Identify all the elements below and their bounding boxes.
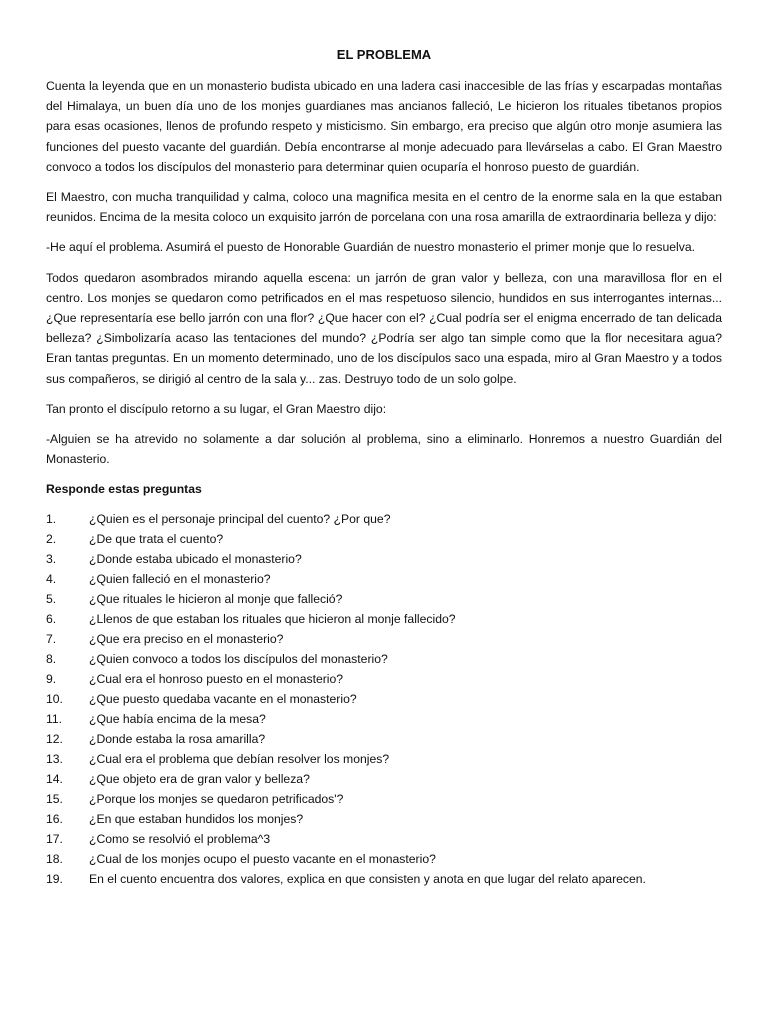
- question-text: ¿Cual de los monjes ocupo el puesto vacante en el monasterio?: [89, 852, 436, 867]
- question-item: [46, 789, 722, 809]
- question-item: [46, 749, 722, 769]
- question-number: 18.: [46, 852, 63, 867]
- paragraph-legend: Cuenta la leyenda que en un monasterio budista ubicado en una ladera casi inaccesible de las frías y escarpadas montañas del Himalaya, un buen día uno de los monjes guardianes mas ancianos falleció, Le hicieron los rituales tibetanos propios para esas ocasiones, llenos de profundo respeto y misticismo. Sin embargo, era preciso que algún otro monje asumiera las funciones del puesto vacante del guardián. Debía encontrarse al monje adecuado para llevárselas a cabo. El Gran Maestro convoco a todos los discípulos del monasterio para determinar quien ocuparía el honroso puesto de guardián.: [46, 79, 722, 174]
- question-number: 10.: [46, 692, 63, 707]
- question-item: [46, 509, 722, 529]
- question-item: [46, 849, 722, 869]
- question-number: 7.: [46, 632, 57, 647]
- question-text: ¿Quien convoco a todos los discípulos del monasterio?: [89, 652, 388, 667]
- question-text: ¿Quien es el personaje principal del cuento? ¿Por que?: [89, 512, 391, 527]
- question-text: ¿Que rituales le hicieron al monje que falleció?: [89, 592, 343, 607]
- question-number: 1.: [46, 512, 57, 527]
- question-item: [46, 769, 722, 789]
- question-number: 3.: [46, 552, 57, 567]
- question-text: ¿Cual era el honroso puesto en el monasterio?: [89, 672, 344, 687]
- question-number: 2.: [46, 532, 57, 547]
- question-text: ¿Como se resolvió el problema^3: [89, 832, 271, 847]
- questions-list: [46, 509, 722, 889]
- paragraph-problem: -He aquí el problema. Asumirá el puesto de Honorable Guardián de nuestro monasterio el primer monje que lo resuelva.: [46, 240, 696, 255]
- question-item: [46, 709, 722, 729]
- question-item: [46, 809, 722, 829]
- question-item: [46, 829, 722, 849]
- question-item: [46, 729, 722, 749]
- question-item: [46, 609, 722, 629]
- question-text: ¿Quien falleció en el monasterio?: [89, 572, 271, 587]
- question-number: 6.: [46, 612, 57, 627]
- question-text: ¿Que había encima de la mesa?: [89, 712, 266, 727]
- questions-heading: Responde estas preguntas: [46, 482, 202, 497]
- question-text: ¿Cual era el problema que debían resolver los monjes?: [89, 752, 390, 767]
- question-item: [46, 869, 722, 889]
- question-text: ¿Que era preciso en el monasterio?: [89, 632, 284, 647]
- question-text: ¿En que estaban hundidos los monjes?: [89, 812, 304, 827]
- question-number: 9.: [46, 672, 57, 687]
- question-text: ¿Que puesto quedaba vacante en el monasterio?: [89, 692, 357, 707]
- question-number: 4.: [46, 572, 57, 587]
- question-number: 12.: [46, 732, 63, 747]
- paragraph-master: El Maestro, con mucha tranquilidad y calma, coloco una magnifica mesita en el centro de la enorme sala en la que estaban reunidos. Encima de la mesita coloco un exquisito jarrón de porcelana con una rosa amarilla de extraordinaria belleza y dijo:: [46, 190, 722, 225]
- question-text: ¿Donde estaba ubicado el monasterio?: [89, 552, 302, 567]
- question-number: 13.: [46, 752, 63, 767]
- question-text: ¿Que objeto era de gran valor y belleza?: [89, 772, 310, 787]
- document-title: EL PROBLEMA: [336, 47, 432, 62]
- question-item: [46, 649, 722, 669]
- paragraph-monks: Todos quedaron asombrados mirando aquella escena: un jarrón de gran valor y belleza, con una maravillosa flor en el centro. Los monjes se quedaron como petrificados en el mas respetuoso silencio, hundidos en sus interrogantes internas... ¿Que representaría ese bello jarrón con una flor? ¿Que hacer con el? ¿Cual podría ser el enigma encerrado de tan delicada belleza? ¿Simbolizaría acaso las tentaciones del mundo? ¿Podría ser algo tan simple como que la flor necesitara agua? Eran tantas preguntas. En un momento determinado, uno de los discípulos saco una espada, miro al Gran Maestro y a todos sus compañeros, se dirigió al centro de la sala y... zas. Destruyo todo de un solo golpe.: [46, 270, 722, 386]
- question-text: ¿De que trata el cuento?: [89, 532, 224, 547]
- question-item: [46, 589, 722, 609]
- question-text: ¿Donde estaba la rosa amarilla?: [89, 732, 266, 747]
- question-text: En el cuento encuentra dos valores, explica en que consisten y anota en que lugar del relato aparecen.: [89, 872, 646, 887]
- question-number: 17.: [46, 832, 63, 847]
- question-item: [46, 549, 722, 569]
- question-text: ¿Llenos de que estaban los rituales que hicieron al monje fallecido?: [89, 612, 456, 627]
- question-number: 11.: [46, 712, 63, 727]
- question-item: [46, 529, 722, 549]
- question-number: 5.: [46, 592, 57, 607]
- question-item: [46, 669, 722, 689]
- question-item: [46, 629, 722, 649]
- question-text: ¿Porque los monjes se quedaron petrificados'?: [89, 792, 344, 807]
- question-number: 8.: [46, 652, 57, 667]
- question-number: 16.: [46, 812, 63, 827]
- question-item: [46, 689, 722, 709]
- paragraph-honor: -Alguien se ha atrevido no solamente a dar solución al problema, sino a eliminarlo. Honremos a nuestro Guardián del Monasterio.: [46, 432, 722, 467]
- question-item: [46, 569, 722, 589]
- question-number: 15.: [46, 792, 63, 807]
- paragraph-return: Tan pronto el discípulo retorno a su lugar, el Gran Maestro dijo:: [46, 401, 387, 416]
- question-number: 14.: [46, 772, 63, 787]
- question-number: 19.: [46, 872, 63, 887]
